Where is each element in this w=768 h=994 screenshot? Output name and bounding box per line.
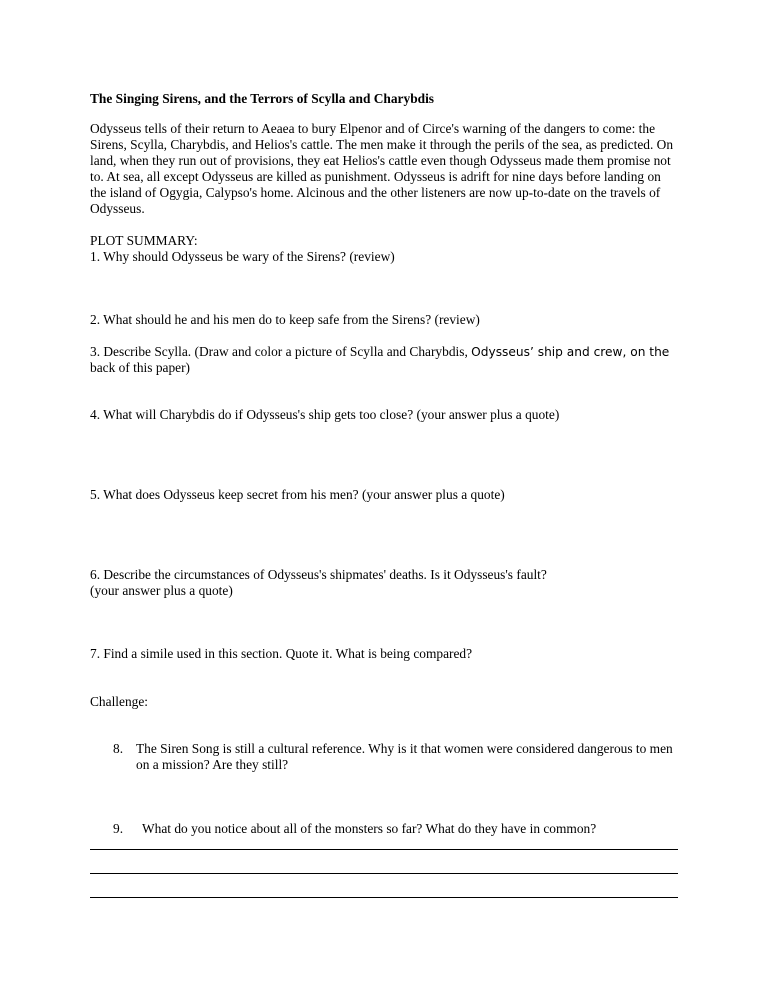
question-2: 2. What should he and his men do to keep safe from the Sirens? (review)	[90, 312, 480, 327]
question-9-text: What do you notice about all of the monsters so far? What do they have in common?	[142, 821, 597, 836]
question-9-number: 9.	[113, 821, 124, 836]
question-8-number: 8.	[113, 741, 124, 756]
answer-line	[90, 897, 678, 898]
intro-paragraph: Odysseus tells of their return to Aeaea to bury Elpenor and of Circe's warning of the dangers to come: the Sirens, Scylla, Charybdis, and Helios's cattle. The men make it through the perils of the sea, as predicted. On land, when they run out of provisions, they eat Helios's cattle even though Odysseus made them promise not to. At sea, all except Odysseus are killed as punishment. Odysseus is adrift for nine days before landing on the island of Ogygia, Calypso's home. Alcinous and the other listeners are now up-to-date on the travels of Odysseus.	[90, 121, 674, 216]
question-6	[90, 567, 680, 599]
question-8-text: The Siren Song is still a cultural reference. Why is it that women were considered dangerous to men on a mission? Are they still?	[136, 741, 673, 772]
page-title: The Singing Sirens, and the Terrors of Scylla and Charybdis	[90, 91, 435, 106]
challenge-heading: Challenge:	[90, 694, 149, 709]
answer-line	[90, 873, 678, 874]
question-5: 5. What does Odysseus keep secret from his men? (your answer plus a quote)	[90, 487, 505, 502]
question-6-line-1: 6. Describe the circumstances of Odysseus's shipmates' deaths. Is it Odysseus's fault?	[90, 567, 547, 582]
question-3-part-2: Odysseus’ ship and crew, on the	[471, 345, 670, 359]
challenge-question-8	[113, 741, 673, 773]
answer-line	[90, 849, 678, 850]
challenge-question-9	[113, 821, 673, 837]
question-3-part-1: 3. Describe Scylla. (Draw and color a picture of Scylla and Charybdis,	[90, 344, 472, 359]
question-3	[90, 344, 680, 376]
plot-summary-heading: PLOT SUMMARY:	[90, 233, 198, 248]
question-7: 7. Find a simile used in this section. Quote it. What is being compared?	[90, 646, 473, 661]
question-3-part-3: back of this paper)	[90, 360, 191, 375]
question-1: 1. Why should Odysseus be wary of the Sirens? (review)	[90, 249, 395, 264]
question-4: 4. What will Charybdis do if Odysseus's ship gets too close? (your answer plus a quote)	[90, 407, 560, 422]
question-6-line-2: (your answer plus a quote)	[90, 583, 233, 598]
